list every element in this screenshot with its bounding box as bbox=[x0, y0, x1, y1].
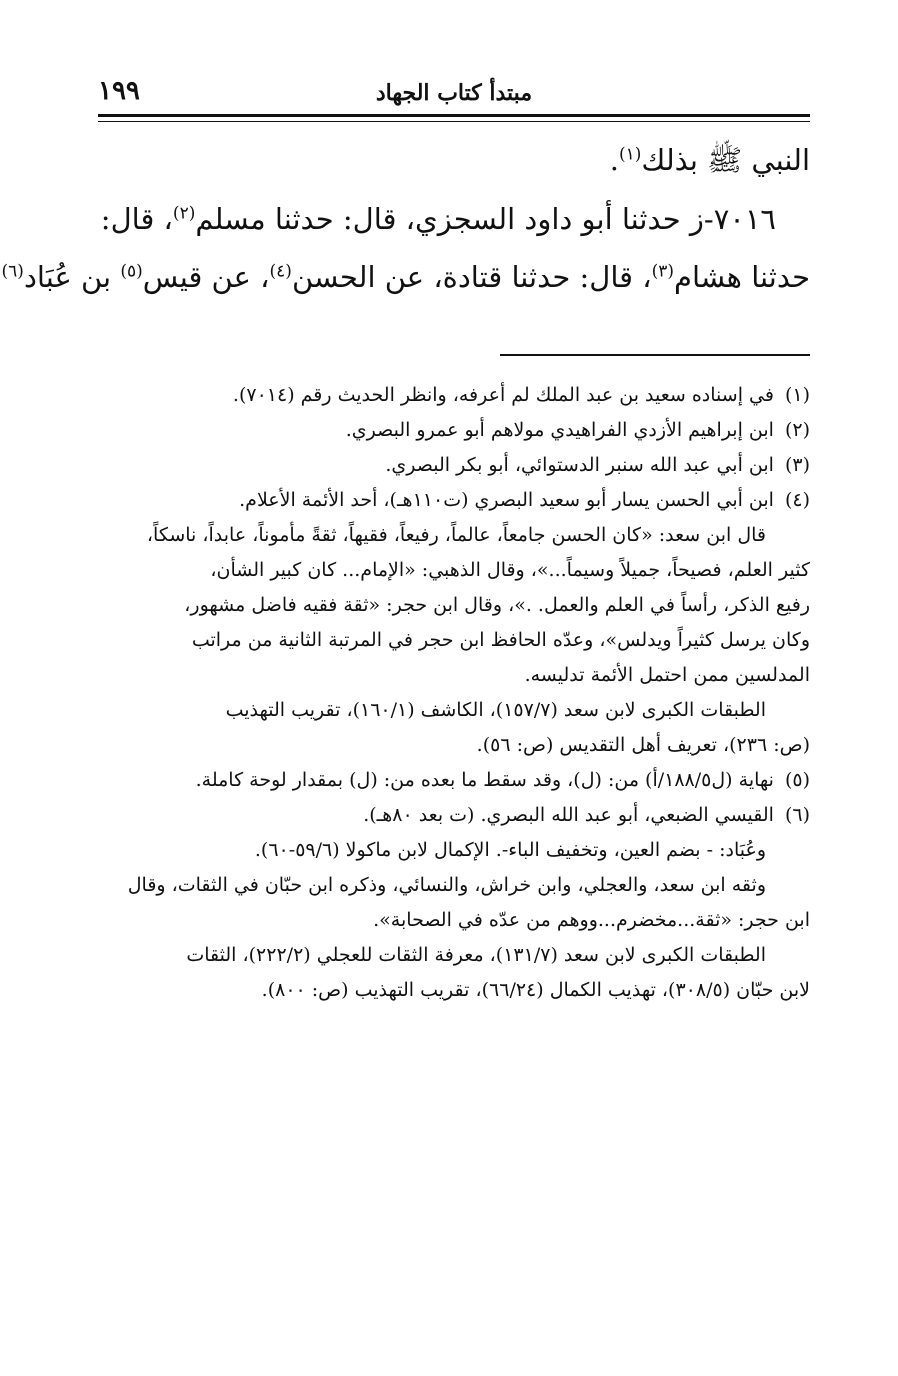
footnotes bbox=[98, 378, 810, 1008]
footnote-4-line: رفيع الذكر، رأساً في العلم والعمل. .»، وقال ابن حجر: «ثقة فقيه فاضل مشهور، bbox=[184, 594, 810, 616]
main-line-2 bbox=[98, 190, 810, 248]
footnote-6-line: وثقه ابن سعد، والعجلي، وابن خراش، والنسائي، وذكره ابن حبّان في الثقات، وقال bbox=[127, 874, 766, 896]
footnote-4-line: المدلسين ممن احتمل الأئمة تدليسه. bbox=[524, 664, 810, 686]
footnote-4-line: (ص: ٢٣٦)، تعريف أهل التقديس (ص: ٥٦). bbox=[476, 734, 810, 756]
footnote-6-line: ابن حجر: «ثقة...مخضرم...ووهم من عدّه في الصحابة». bbox=[373, 909, 810, 931]
header-rule-thick bbox=[98, 114, 810, 117]
footnote-2-number: (٢) bbox=[784, 419, 810, 441]
page-header bbox=[98, 72, 810, 112]
footnote-6-line: وعُبَاد: - بضم العين، وتخفيف الباء-. الإكمال لابن ماكولا (٥٩/٦-٦٠). bbox=[254, 839, 766, 861]
main-line-1 bbox=[98, 130, 810, 190]
footnote-4-number: (٤) bbox=[784, 489, 810, 511]
footnote-6-line: الطبقات الكبرى لابن سعد (١٣١/٧)، معرفة الثقات للعجلي (٢٢٢/٢)، الثقات bbox=[186, 944, 766, 966]
footnote-4-line: قال ابن سعد: «كان الحسن جامعاً، عالماً، رفيعاً، فقيهاً، ثقةً مأموناً، عابداً، ناسكاً، bbox=[146, 524, 766, 546]
footnote-5 bbox=[98, 763, 810, 798]
running-title: مبتدأ كتاب الجهاد bbox=[375, 80, 533, 106]
page-number: ١٩٩ bbox=[98, 76, 140, 106]
footnote-ref-3: (٣) bbox=[651, 261, 675, 282]
footnote-6-line: لابن حبّان (٣٠٨/٥)، تهذيب الكمال (٦٦/٢٤)، تقريب التهذيب (ص: ٨٠٠). bbox=[261, 979, 810, 1001]
footnote-4-line: وكان يرسل كثيراً ويدلس»، وعدّه الحافظ ابن حجر في المرتبة الثانية من مراتب bbox=[191, 629, 810, 651]
footnote-5-number: (٥) bbox=[784, 769, 810, 791]
footnote-1 bbox=[98, 378, 810, 413]
footnote-2 bbox=[98, 413, 810, 448]
footnote-ref-4: (٤) bbox=[269, 261, 292, 282]
footnote-ref-5: (٥) bbox=[120, 261, 143, 282]
footnote-4 bbox=[98, 483, 810, 518]
main-line-3-d: بن عُبَاد bbox=[23, 260, 121, 294]
footnote-ref-2: (٢) bbox=[172, 203, 196, 224]
footnote-6 bbox=[98, 798, 810, 833]
main-line-2-end: ، قال: bbox=[100, 202, 173, 236]
hadith-number-line: ٧٠١٦-ز حدثنا أبو داود السجزي، قال: حدثنا مسلم bbox=[195, 202, 776, 236]
footnote-6-number: (٦) bbox=[784, 804, 810, 826]
main-text bbox=[1, 130, 810, 306]
footnote-5-text: نهاية (ل١٨٨/٥/أ) من: (ل)، وقد سقط ما بعده من: (ل) بمقدار لوحة كاملة. bbox=[195, 769, 774, 791]
main-line-1-text: النبي ﷺ بذلك bbox=[641, 143, 810, 177]
footnote-3-number: (٣) bbox=[784, 454, 810, 476]
footnote-4-line: كثير العلم، فصيحاً، جميلاً وسيماً...»، وقال الذهبي: «الإمام... كان كبير الشأن، bbox=[210, 559, 810, 581]
header-rule-thin bbox=[98, 121, 810, 122]
footnote-1-number: (١) bbox=[784, 384, 810, 406]
main-line-3 bbox=[1, 248, 810, 306]
footnote-3 bbox=[98, 448, 810, 483]
footnote-separator bbox=[500, 354, 810, 356]
footnote-1-text: في إسناده سعيد بن عبد الملك لم أعرفه، وانظر الحديث رقم (٧٠١٤). bbox=[232, 384, 774, 406]
footnote-2-text: ابن إبراهيم الأزدي الفراهيدي مولاهم أبو عمرو البصري. bbox=[345, 419, 774, 441]
footnote-4-line: الطبقات الكبرى لابن سعد (١٥٧/٧)، الكاشف (١٦٠/١)، تقريب التهذيب bbox=[225, 699, 766, 721]
footnote-6-text: القيسي الضبعي، أبو عبد الله البصري. (ت بعد ٨٠هـ). bbox=[363, 804, 774, 826]
footnote-ref-6: (٦) bbox=[1, 261, 24, 282]
footnote-ref-1: (١) bbox=[618, 144, 642, 165]
main-line-3-b: ، قال: حدثنا قتادة، عن الحسن bbox=[291, 260, 652, 294]
main-line-3-a: حدثنا هشام bbox=[674, 260, 810, 294]
main-line-1-end: . bbox=[609, 143, 619, 177]
main-line-3-c: ، عن قيس bbox=[142, 260, 270, 294]
footnote-4-text: ابن أبي الحسن يسار أبو سعيد البصري (ت١١٠هـ)، أحد الأئمة الأعلام. bbox=[239, 489, 774, 511]
footnote-3-text: ابن أبي عبد الله سنبر الدستوائي، أبو بكر البصري. bbox=[385, 454, 774, 476]
